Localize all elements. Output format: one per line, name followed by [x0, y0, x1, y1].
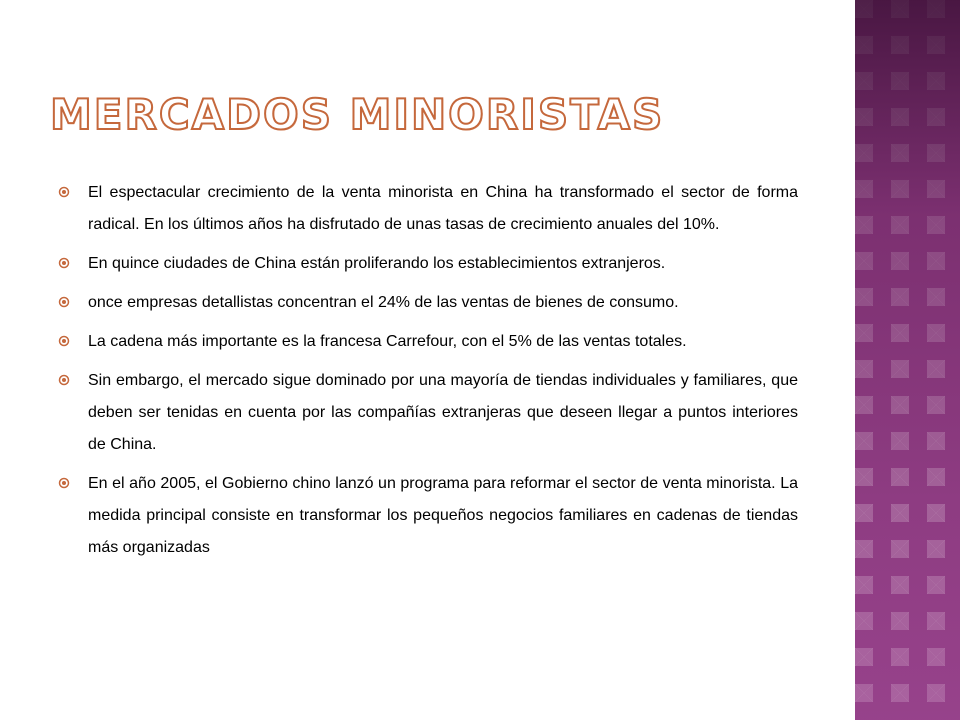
- list-item: [58, 177, 798, 241]
- circled-dot-bullet-icon: [58, 296, 70, 308]
- circled-dot-bullet-icon: [58, 477, 70, 489]
- bullet-text: El espectacular crecimiento de la venta minorista en China ha transformado el sector de forma radical. En los últimos años ha disfrutado de unas tasas de crecimiento anuales del 10%.: [88, 184, 798, 233]
- circled-dot-bullet-icon: [58, 186, 70, 198]
- circled-dot-bullet-icon: [58, 335, 70, 347]
- bullet-text: En quince ciudades de China están proliferando los establecimientos extranjeros.: [88, 255, 666, 272]
- slide-title: MERCADOS MINORISTAS: [50, 90, 665, 139]
- list-item: [58, 248, 798, 280]
- decorative-side-band: [855, 0, 960, 720]
- bullet-text: En el año 2005, el Gobierno chino lanzó un programa para reformar el sector de venta minorista. La medida principal consiste en transformar los pequeños negocios familiares en cadenas de tiendas más organizadas: [88, 475, 798, 556]
- list-item: [58, 365, 798, 461]
- bullet-text: La cadena más importante es la francesa Carrefour, con el 5% de las ventas totales.: [88, 333, 687, 350]
- bullet-text: once empresas detallistas concentran el 24% de las ventas de bienes de consumo.: [88, 294, 679, 311]
- bullet-list: [58, 177, 798, 571]
- list-item: [58, 468, 798, 564]
- list-item: [58, 287, 798, 319]
- circled-dot-bullet-icon: [58, 257, 70, 269]
- bullet-text: Sin embargo, el mercado sigue dominado por una mayoría de tiendas individuales y familiares, que deben ser tenidas en cuenta por las compañías extranjeras que deseen llegar a puntos interiores de China.: [88, 372, 798, 453]
- circled-dot-bullet-icon: [58, 374, 70, 386]
- list-item: [58, 326, 798, 358]
